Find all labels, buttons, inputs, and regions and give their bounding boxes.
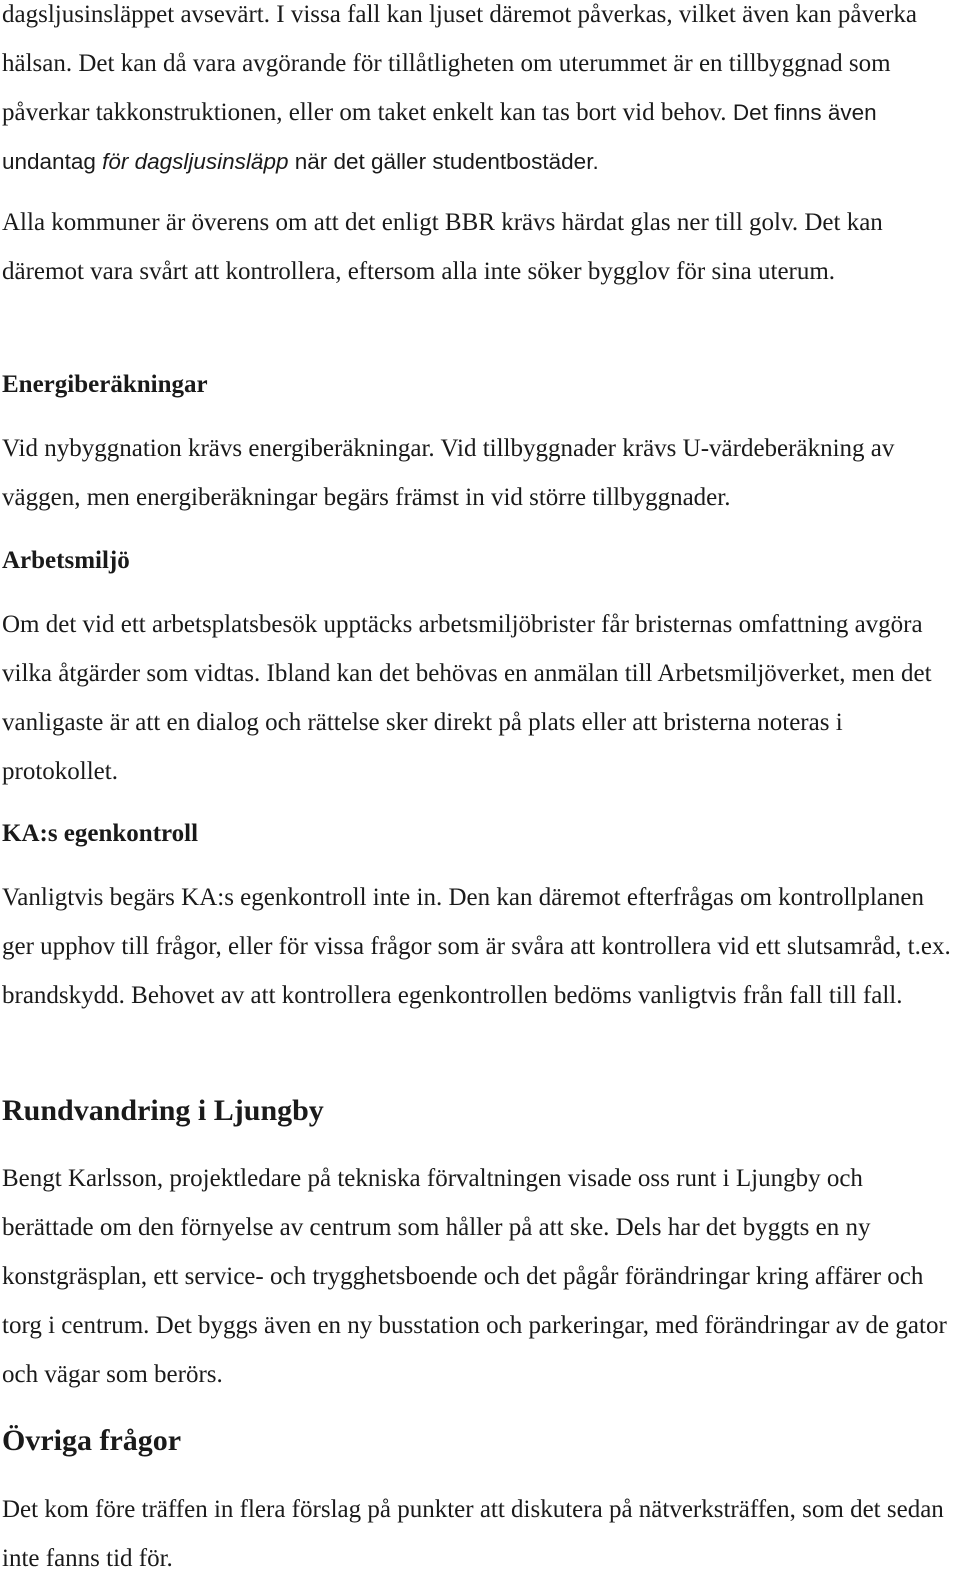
rundvandring-text: Bengt Karlsson, projektledare på tekniska förvaltningen visade oss runt i Ljungby och berättade om den förnyelse av centrum som håller på att ske. Dels har det byggts en ny konstgräsplan, ett service- och trygghetsboende och det pågår förändringar kring affärer och torg i centrum. Det byggs även en ny busstation och parkeringar, med förändringar av de gator och vägar som berörs. (2, 1165, 947, 1388)
rundvandring-section (2, 1083, 958, 1139)
egenkontroll-body (2, 873, 958, 1020)
arbetsmiljo-section (2, 536, 958, 585)
intro-line2-sans-a: Det finns även undantag (2, 100, 877, 174)
egenkontroll-text: Vanligtvis begärs KA:s egenkontroll inte in. Den kan däremot efterfrågas om kontrollplanen ger upphov till frågor, eller för vissa frågor som är svåra att kontrollera vid ett slutsamråd, t.ex. brandskydd. Behovet av att kontrollera egenkontrollen bedöms vanligtvis från fall till fall. (2, 884, 951, 1009)
intro-line2-prefix: behov. (660, 99, 727, 126)
energi-text: Vid nybyggnation krävs energiberäkningar. Vid tillbyggnader krävs U-värdeberäkning av väggen, men energiberäkningar begärs främst in vid större tillbyggnader. (2, 435, 895, 511)
intro-line2-italic: för dagsljusinsläpp (102, 149, 289, 174)
energi-body (2, 424, 958, 522)
ovriga-body (2, 1485, 958, 1575)
arbetsmiljo-body (2, 600, 958, 796)
rundvandring-heading: Rundvandring i Ljungby (2, 1094, 324, 1127)
intro-line1: dagsljusinsläppet avsevärt. I vissa fall kan ljuset däremot påverkas, vilket även kan påverka hälsan. Det kan då vara avgörande för tillåtligheten om uterummet är en tillbyggnad som påverkar takkonstruktionen, eller om taket enkelt kan tas bort vid (2, 1, 917, 126)
egenkontroll-heading: KA:s egenkontroll (2, 820, 199, 847)
ovriga-text: Det kom före träffen in flera förslag på punkter att diskutera på nätverksträffen, som det sedan inte fanns tid för. (2, 1496, 944, 1572)
intro-text (2, 0, 958, 186)
arbetsmiljo-heading: Arbetsmiljö (2, 547, 130, 574)
egenkontroll-section (2, 809, 958, 858)
rundvandring-body (2, 1154, 958, 1399)
ovriga-section (2, 1413, 958, 1469)
bbr-text: Alla kommuner är överens om att det enligt BBR krävs härdat glas ner till golv. Det kan däremot vara svårt att kontrollera, eftersom alla inte söker bygglov för sina uterum. (2, 209, 883, 285)
ovriga-heading: Övriga frågor (2, 1424, 182, 1457)
bbr-paragraph (2, 198, 958, 296)
arbetsmiljo-text: Om det vid ett arbetsplatsbesök upptäcks arbetsmiljöbrister får bristernas omfattning avgöra vilka åtgärder som vidtas. Ibland kan det behövas en anmälan till Arbetsmiljöverket, men det vanligaste är att en dialog och rättelse sker direkt på plats eller att bristerna noteras i protokollet. (2, 611, 932, 785)
intro-line2-sans-b: när det gäller studentbostäder. (288, 149, 599, 174)
intro-paragraph (2, 0, 958, 186)
energi-section (2, 360, 958, 409)
energi-heading: Energiberäkningar (2, 371, 208, 398)
